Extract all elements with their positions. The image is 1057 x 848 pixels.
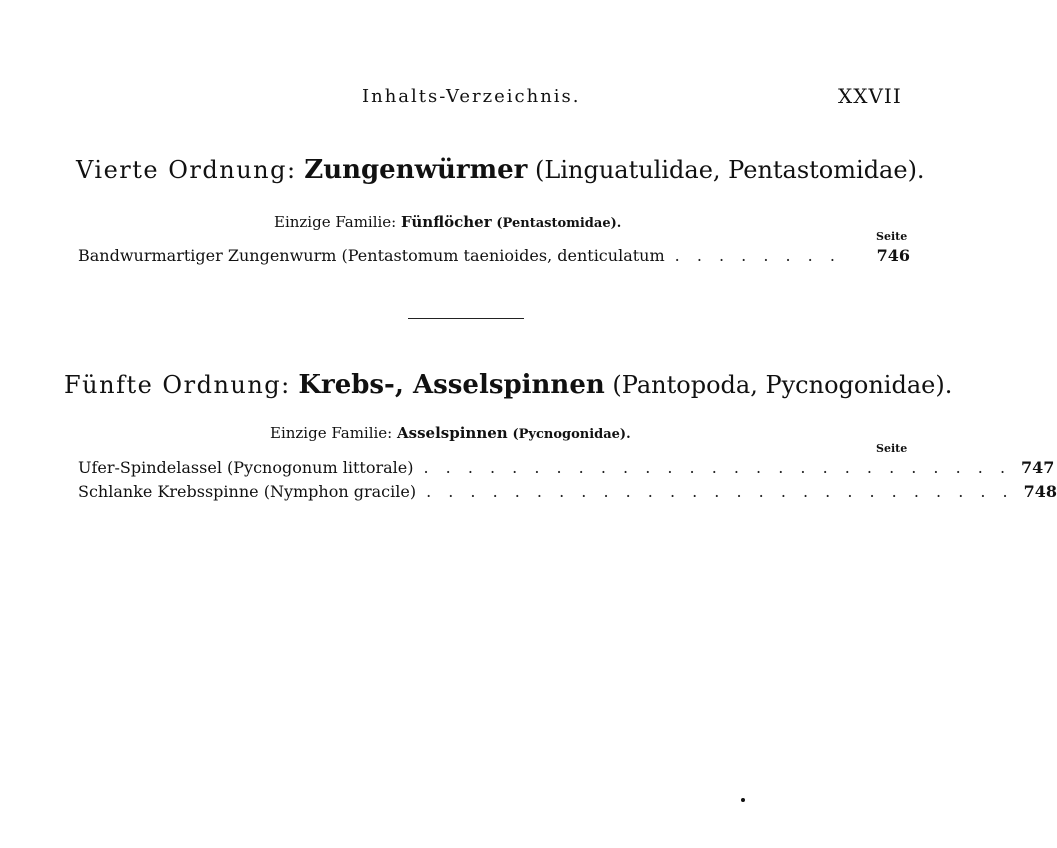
page-number: XXVII — [838, 84, 902, 108]
section-divider — [408, 318, 524, 319]
entry-page-number: 747 — [1021, 458, 1055, 477]
family-heading — [270, 424, 631, 442]
running-title: Inhalts-Verzeichnis. — [362, 86, 581, 107]
page-column-label: Seite — [876, 442, 908, 455]
family-label: Einzige Familie: — [270, 424, 393, 442]
order-label: Fünfte Ordnung: — [64, 371, 291, 399]
entry-latin-name: (Nymphon gracile) — [263, 482, 417, 501]
toc-entry — [78, 246, 910, 268]
dot-leader: . . . . . . . . . . . . . . . . . . . . . . . . . . . — [423, 458, 1012, 477]
entry-page-number: 746 — [876, 246, 910, 265]
entry-latin-name: (Pycnogonum littorale) — [227, 458, 414, 477]
ink-speck — [741, 798, 745, 802]
entry-title — [78, 458, 413, 477]
dot-leader: . . . . . . . . — [674, 246, 841, 265]
toc-entry — [78, 482, 1057, 504]
entry-german-name: Schlanke Krebsspinne — [78, 482, 259, 501]
entry-title — [78, 482, 416, 501]
entry-german-name: Bandwurmartiger Zungenwurm — [78, 246, 337, 265]
family-label: Einzige Familie: — [274, 213, 397, 231]
toc-entry — [78, 458, 1055, 480]
order-heading-4 — [76, 155, 925, 185]
order-german-name: Krebs-, Asselspinnen — [298, 370, 605, 400]
dot-leader: . . . . . . . . . . . . . . . . . . . . . . . . . . . — [426, 482, 1014, 501]
family-german-name: Asselspinnen — [397, 424, 508, 442]
entry-page-number: 748 — [1023, 482, 1057, 501]
family-latin-name: (Pentastomidae). — [496, 216, 622, 231]
order-label: Vierte Ordnung: — [76, 156, 297, 184]
order-latin-name: (Pantopoda, Pycnogonidae). — [612, 371, 953, 399]
family-heading — [274, 213, 621, 231]
order-latin-name: (Linguatulidae, Pentastomidae). — [535, 156, 925, 184]
order-german-name: Zungenwürmer — [304, 155, 528, 185]
entry-german-name: Ufer-Spindelassel — [78, 458, 222, 477]
page-column-label: Seite — [876, 230, 908, 243]
entry-title — [78, 246, 665, 265]
order-heading-5 — [64, 370, 952, 400]
entry-latin-name: (Pentastomum taenioides, denticulatum — [341, 246, 665, 265]
family-german-name: Fünflöcher — [401, 213, 492, 231]
family-latin-name: (Pycnogonidae). — [512, 427, 631, 442]
